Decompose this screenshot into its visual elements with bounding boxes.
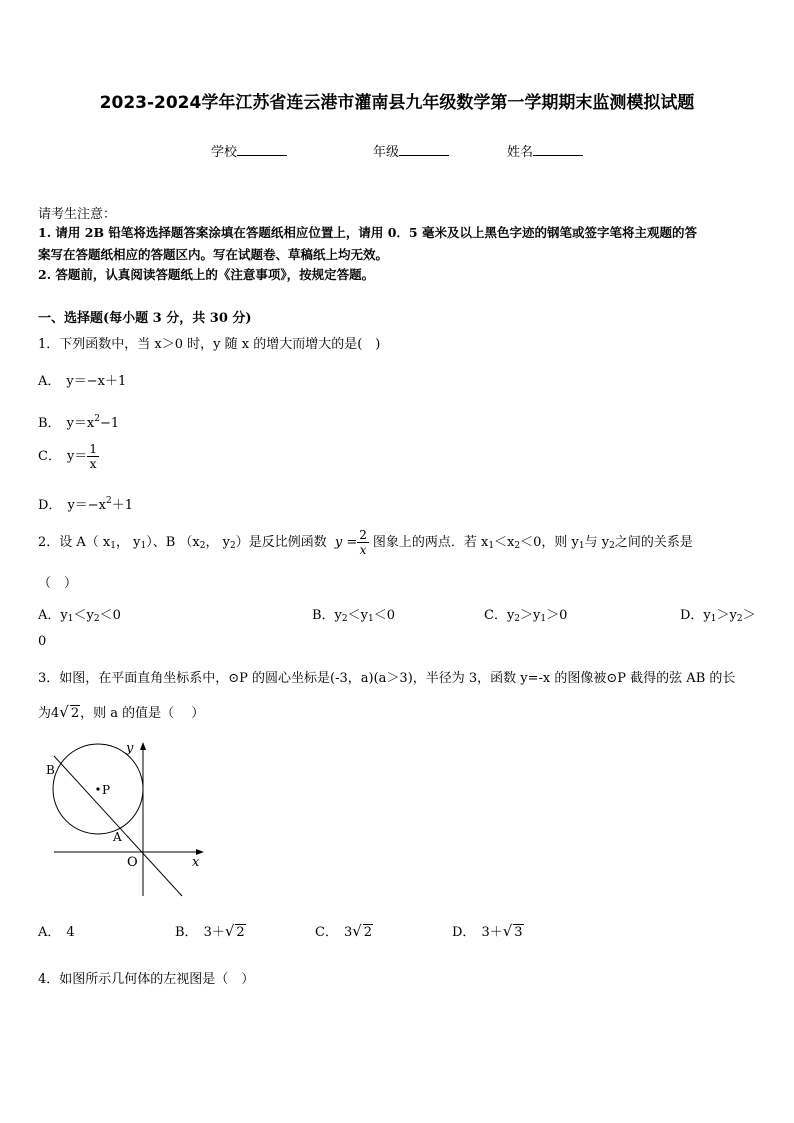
q1-option-b[interactable] (38, 412, 119, 431)
q2-sub-7: 1 (578, 541, 585, 551)
q4-stem: 4．如图所示几何体的左视图是（ ） (38, 972, 255, 987)
q2-text-7: ＜x (494, 535, 515, 550)
label-x: x (192, 855, 200, 870)
q3-b-expr: 3＋ (203, 925, 225, 940)
q3-c-label: C． (315, 925, 338, 940)
grade-blank[interactable] (399, 143, 449, 156)
school-field[interactable] (211, 141, 287, 160)
q2-sub-4: 2 (229, 541, 236, 551)
label-a: A (113, 830, 122, 844)
name-label: 姓名 (507, 145, 534, 160)
sqrt-sign: √ (224, 922, 235, 940)
q2-a-pre: A．y (38, 608, 68, 623)
q2-text-10: 之间的关系是 (614, 535, 693, 550)
label-p: P (102, 783, 111, 797)
q1-stem: 1．下列函数中，当 x＞0 时，y 随 x 的增大而增大的是( ) (38, 337, 381, 352)
grade-label: 年级 (373, 145, 400, 160)
q2-sub-5: 1 (488, 541, 495, 551)
q3-d-label: D． (452, 925, 476, 940)
name-field[interactable] (507, 141, 583, 160)
q3-a-expr: 4 (66, 925, 75, 940)
q2-b-mid: ＜y (347, 608, 368, 623)
page-title: 2023-2024学年江苏省连云港市灌南县九年级数学第一学期期末监测模拟试题 (99, 93, 695, 113)
q2-text-6: 图象上的两点．若 x (372, 535, 489, 550)
q2-func-den: x (359, 543, 367, 557)
q3-d-expr: 3＋ (481, 925, 503, 940)
q2-a-post: ＜0 (99, 608, 121, 623)
q1-b-tail: −1 (99, 416, 120, 431)
q3-line2-coef: 4 (51, 706, 60, 721)
label-y: y (126, 741, 134, 756)
q2-sub-3: 2 (199, 541, 206, 551)
q2-text-4: ， y (205, 535, 230, 550)
q2-sub-6: 2 (514, 541, 521, 551)
q3-a-label: A． (38, 925, 61, 940)
sqrt-sign: √ (502, 922, 513, 940)
q1-d-label: D． (38, 498, 62, 513)
q1-c-fraction (87, 442, 99, 471)
q1-c-label: C． (38, 449, 61, 464)
q2-b-pre: B．y (312, 608, 342, 623)
q3-c-radicand: 2 (363, 925, 373, 940)
q3-figure (40, 736, 220, 902)
label-b: B (46, 763, 55, 777)
q3-option-a[interactable] (38, 921, 75, 940)
q2-b-sub2: 1 (368, 614, 374, 624)
q3-b-label: B． (175, 925, 198, 940)
q1-d-exp: 2 (106, 496, 112, 506)
notice-item1-line1: 1. 请用 2B 铅笔将选择题答案涂填在答题纸相应位置上，请用 0．5 毫米及以上黑色字迹的钢笔或签字笔将主观题的答 (38, 225, 697, 240)
q1-b-base: y＝x (66, 416, 95, 431)
q2-c-sub1: 2 (514, 614, 521, 624)
q3-option-c[interactable] (315, 921, 373, 940)
school-blank[interactable] (237, 143, 287, 156)
q3-option-b[interactable] (175, 921, 246, 940)
sqrt-sign: √ (59, 703, 69, 721)
q2-option-d-wrap: 0 (38, 634, 47, 649)
q2-stem (38, 528, 693, 557)
q2-option-a[interactable] (38, 604, 121, 624)
q3-b-radicand: 2 (236, 925, 245, 940)
sqrt-sign: √ (352, 922, 362, 940)
q3-line1: 3．如图，在平面直角坐标系中，⊙P 的圆心坐标是(-3，a)(a＞3)，半径为 3，函数 y=-x 的图像被⊙P 截得的弦 AB 的长 (38, 671, 736, 686)
grade-field[interactable] (373, 141, 449, 160)
q2-option-d[interactable] (680, 604, 756, 624)
q2-func-fraction (357, 528, 369, 557)
q2-paren: （ ） (38, 576, 78, 591)
q1-option-a[interactable] (38, 370, 126, 389)
q2-c-mid: ＞y (520, 608, 541, 623)
q2-text-8: ＜0，则 y (520, 535, 579, 550)
q2-d-mid: ＞y (716, 608, 737, 623)
q2-sub-8: 2 (609, 541, 615, 551)
q3-line2 (38, 702, 204, 721)
q1-d-base: y＝−x (67, 498, 107, 513)
q3-line2-post: ，则 a 的值是（ ） (80, 706, 205, 721)
q1-a-label: A． (38, 374, 61, 389)
q2-func-lhs: y = (334, 535, 358, 550)
name-blank[interactable] (533, 143, 583, 156)
q2-text-2: ， y (116, 535, 141, 550)
q2-d-sub1: 1 (710, 614, 717, 624)
q1-option-c[interactable] (38, 442, 99, 471)
q1-b-exp: 2 (94, 414, 100, 424)
y-axis-arrow (140, 742, 146, 750)
q2-b-sub1: 2 (341, 614, 348, 624)
q3-option-d[interactable] (452, 921, 524, 940)
q2-func-num: 2 (359, 528, 367, 542)
q2-option-c[interactable] (484, 604, 567, 624)
q2-sub-1: 1 (110, 541, 116, 551)
notice-item2: 2. 答题前，认真阅读答题纸上的《注意事项》，按规定答题。 (38, 267, 375, 282)
q2-text-5: ）是反比例函数 (235, 535, 327, 550)
label-o: O (127, 855, 138, 870)
q3-line2-pre: 为 (38, 706, 52, 721)
notice-heading: 请考生注意： (38, 207, 117, 222)
section1-heading: 一、选择题(每小题 3 分，共 30 分) (38, 311, 252, 326)
q2-b-post: ＜0 (373, 608, 396, 623)
q2-text-9: 与 y (584, 535, 610, 550)
q1-c-den: x (89, 457, 97, 471)
q2-text-3: ）、B （x (146, 535, 200, 550)
q2-c-pre: C．y (484, 608, 515, 623)
q3-d-radicand: 3 (514, 925, 523, 940)
q3-c-expr: 3 (343, 925, 353, 940)
q2-a-mid: ＜y (73, 608, 94, 623)
q1-c-num: 1 (89, 442, 97, 456)
q1-option-d[interactable] (38, 494, 133, 513)
q1-c-lhs: y＝ (66, 449, 88, 464)
q2-a-sub1: 1 (67, 614, 74, 624)
q2-d-post: ＞ (742, 608, 756, 623)
q3-line2-radicand: 2 (70, 706, 80, 721)
q2-c-sub2: 1 (540, 614, 547, 624)
notice-item1-line2: 案写在答题纸相应的答题区内。写在试题卷、草稿纸上均无效。 (38, 247, 389, 262)
q1-a-expr: y＝−x＋1 (66, 374, 127, 389)
school-label: 学校 (211, 145, 238, 160)
center-point-p (96, 787, 99, 790)
q1-d-tail: ＋1 (111, 498, 134, 513)
q2-option-b[interactable] (312, 604, 395, 624)
q1-b-label: B． (38, 416, 61, 431)
q2-text-1: 2．设 A（ x (38, 535, 111, 550)
q2-a-sub2: 2 (93, 614, 100, 624)
q2-d-sub2: 2 (736, 614, 743, 624)
q2-c-post: ＞0 (546, 608, 568, 623)
q2-sub-2: 1 (140, 541, 147, 551)
q2-d-pre: D．y (680, 608, 711, 623)
